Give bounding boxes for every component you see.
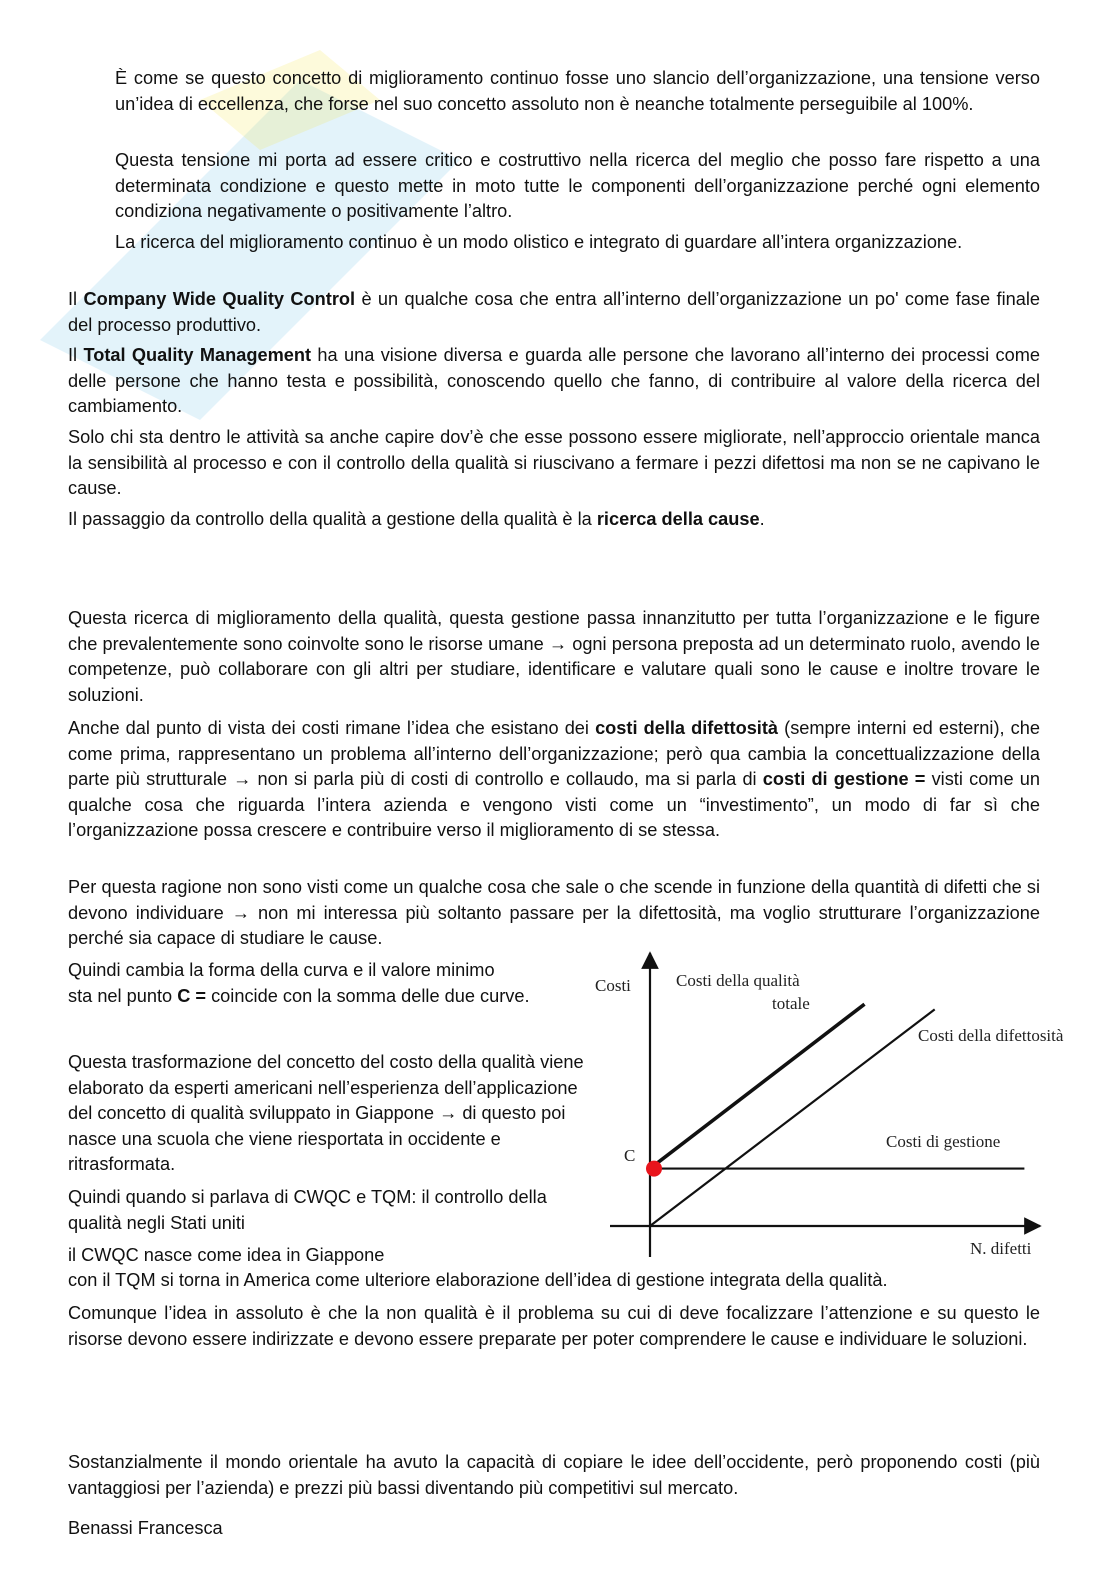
paragraph-4: Il Company Wide Quality Control è un qualche cosa che entra all’interno dell’organizzazione un po' come fase finale del processo produttivo. — [68, 289, 1040, 335]
paragraph-10: Per questa ragione non sono visti come un qualche cosa che sale o che scende in funzione della quantità di difetti che si devono individuare → non mi interessa più soltanto passare per la difettosità, ma voglio strutturare l’organizzazione perché sia capace di studiare le cause. — [68, 877, 1040, 949]
series-label-costi-qualita-totale-line2: totale — [772, 994, 810, 1013]
paragraph-17: Sostanzialmente il mondo orientale ha avuto la capacità di copiare le idee dell’occidente, però proponendo costi (più vantaggiosi per l’azienda) e prezzi più bassi diventando più competitivi sul mercato. — [68, 1452, 1040, 1498]
minimum-point-c — [646, 1161, 662, 1177]
quality-cost-chart — [590, 945, 1100, 1270]
paragraph-9: Anche dal punto di vista dei costi rimane l’idea che esistano dei costi della difettosità (sempre interni ed esterni), che come prima, rappresentano un problema all’interno dell’organizzazione; però qua cambia la concettualizzazione della parte più strutturale → non si parla più di costi di controllo e collaudo, ma si parla di costi di gestione = visti come un qualche cosa che riguarda l’intera azienda e vengono visti come un “investimento”, un modo di far sì che l’organizzazione possa crescere e contribuire verso il miglioramento di se stessa. — [68, 718, 1040, 841]
paragraph-5: Il Total Quality Management ha una visione diversa e guarda alle persone che lavorano all’interno dei processi come delle persone che hanno testa e possibilità, conoscendo quello che fanno, di contribuire al valore della ricerca del cambiamento. — [68, 345, 1040, 417]
paragraph-7: Il passaggio da controllo della qualità a gestione della qualità è la ricerca della cause. — [68, 509, 765, 529]
paragraph-11: Quindi cambia la forma della curva e il valore minimo sta nel punto C = coincide con la somma delle due curve. — [68, 960, 530, 1006]
y-axis-label: Costi — [595, 976, 631, 995]
paragraph-15: con il TQM si torna in America come ulteriore elaborazione dell’idea di gestione integrata della qualità. — [68, 1270, 888, 1290]
paragraph-14: il CWQC nasce come idea in Giappone — [68, 1245, 385, 1265]
series-line-costi-difettosita — [650, 1009, 935, 1226]
paragraph-1: È come se questo concetto di miglioramento continuo fosse uno slancio dell’organizzazione, una tensione verso un’idea di eccellenza, che forse nel suo concetto assoluto non è neanche totalmente perseguibile al 100%. — [115, 68, 1040, 114]
paragraph-12: Questa trasformazione del concetto del costo della qualità viene elaborato da esperti americani nell’esperienza dell’applicazione del concetto di qualità sviluppato in Giappone → di questo poi nasce una scuola che viene riesportata in occidente e ritrasformata. — [68, 1052, 584, 1175]
series-label-costi-gestione: Costi di gestione — [886, 1132, 1001, 1151]
paragraph-3: La ricerca del miglioramento continuo è un modo olistico e integrato di guardare all’intera organizzazione. — [115, 232, 963, 252]
paragraph-16: Comunque l’idea in assoluto è che la non qualità è il problema su cui di deve focalizzare l’attenzione e su questo le risorse devono essere indirizzate e devono essere preparate per poter comprendere le cause e individuare le soluzioni. — [68, 1303, 1040, 1349]
paragraph-2: Questa tensione mi porta ad essere critico e costruttivo nella ricerca del meglio che posso fare rispetto a una determinata condizione e questo mette in moto tutte le componenti dell’organizzazione perché ogni elemento condiziona negativamente o positivamente l’altro. — [115, 150, 1040, 222]
x-axis-label: N. difetti — [970, 1239, 1032, 1258]
series-label-costi-qualita-totale-line1: Costi della qualità — [676, 971, 800, 990]
series-label-costi-difettosita: Costi della difettosità — [918, 1026, 1064, 1045]
paragraph-8: Questa ricerca di miglioramento della qualità, questa gestione passa innanzitutto per tutta l’organizzazione e le figure che prevalentemente sono coinvolte sono le risorse umane → ogni persona preposta ad un determinato ruolo, avendo le competenze, può collaborare con gli altri per studiare, identificare e valutare quali sono le cause e inoltre trovare le soluzioni. — [68, 608, 1040, 705]
author-signature: Benassi Francesca — [68, 1518, 223, 1538]
point-c-label: C — [624, 1146, 636, 1165]
paragraph-6: Solo chi sta dentro le attività sa anche capire dov’è che esse possono essere migliorate, nell’approccio orientale manca la sensibilità al processo e con il controllo della qualità si riuscivano a fermare i pezzi difettosi ma non se ne capivano le cause. — [68, 427, 1040, 499]
paragraph-13: Quindi quando si parlava di CWQC e TQM: il controllo della qualità negli Stati uniti — [68, 1187, 547, 1233]
